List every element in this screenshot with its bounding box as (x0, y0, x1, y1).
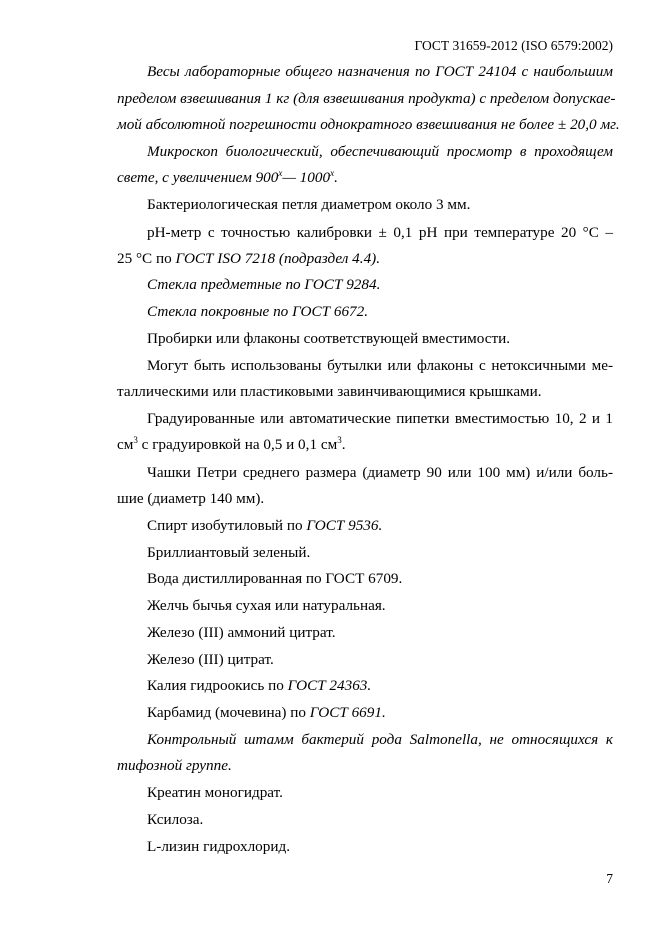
text-line: Могут быть использованы бутылки или флаконы с нетоксичными ме- (147, 357, 613, 374)
text-line: Бактериологическая петля диаметром около 3 мм. (147, 196, 471, 213)
text-line: Спирт изобутиловый по ГОСТ 9536. (147, 517, 383, 534)
text-line: 25 °С по ГОСТ ISO 7218 (подраздел 4.4). (117, 250, 381, 267)
text-line: пределом взвешивания 1 кг (для взвешивания продукта) с пределом допускае- (117, 90, 616, 107)
text-line: Стекла покровные по ГОСТ 6672. (147, 303, 369, 320)
text-line: тифозной группе. (117, 757, 232, 774)
page-number: 7 (606, 871, 613, 886)
text-line: Микроскоп биологический, обеспечивающий просмотр в проходящем (147, 143, 613, 160)
text-line: Железо (III) аммоний цитрат. (147, 624, 336, 641)
text-line: Пробирки или флаконы соответствующей вместимости. (147, 330, 511, 347)
page-header: ГОСТ 31659-2012 (ISO 6579:2002) (414, 38, 613, 53)
text-line: $см^3$ с градуировкой на 0,5 и 0,1 $см^3$. (117, 434, 346, 453)
text-line: рН-метр с точностью калибровки ± 0,1 рН при температуре 20 °С – (147, 224, 613, 241)
text-line: Креатин моногидрат. (147, 784, 283, 801)
text-line: Контрольный штамм бактерий рода Salmonella, не относящихся к (147, 731, 613, 748)
text-line: Желчь бычья сухая или натуральная. (147, 597, 386, 614)
text-line: Вода дистиллированная по ГОСТ 6709. (147, 570, 403, 587)
text-line: шие (диаметр 140 мм). (117, 490, 265, 507)
text-line: Стекла предметные по ГОСТ 9284. (147, 276, 381, 293)
text-line: Чашки Петри среднего размера (диаметр 90 или 100 мм) и/или боль- (147, 464, 613, 481)
text-line: Бриллиантовый зеленый. (147, 544, 311, 561)
text-line: мой абсолютной погрешности однократного взвешивания не более ± 20,0 мг. (117, 116, 620, 133)
text-line: Калия гидроокись по ГОСТ 24363. (147, 677, 372, 694)
text-line: Карбамид (мочевина) по ГОСТ 6691. (147, 704, 386, 721)
text-line: Железо (III) цитрат. (147, 651, 274, 668)
text-line: таллическими или пластиковыми завинчивающимися крышками. (117, 383, 542, 400)
text-line: Градуированные или автоматические пипетки вместимостью 10, 2 и 1 (147, 410, 613, 427)
text-line: Весы лабораторные общего назначения по ГОСТ 24104 с наибольшим (147, 63, 613, 80)
text-line: свете, с увеличением 900$^x$— 1000$^x$. (117, 167, 338, 186)
text-line: Ксилоза. (147, 811, 204, 828)
text-line: L-лизин гидрохлорид. (147, 838, 290, 855)
